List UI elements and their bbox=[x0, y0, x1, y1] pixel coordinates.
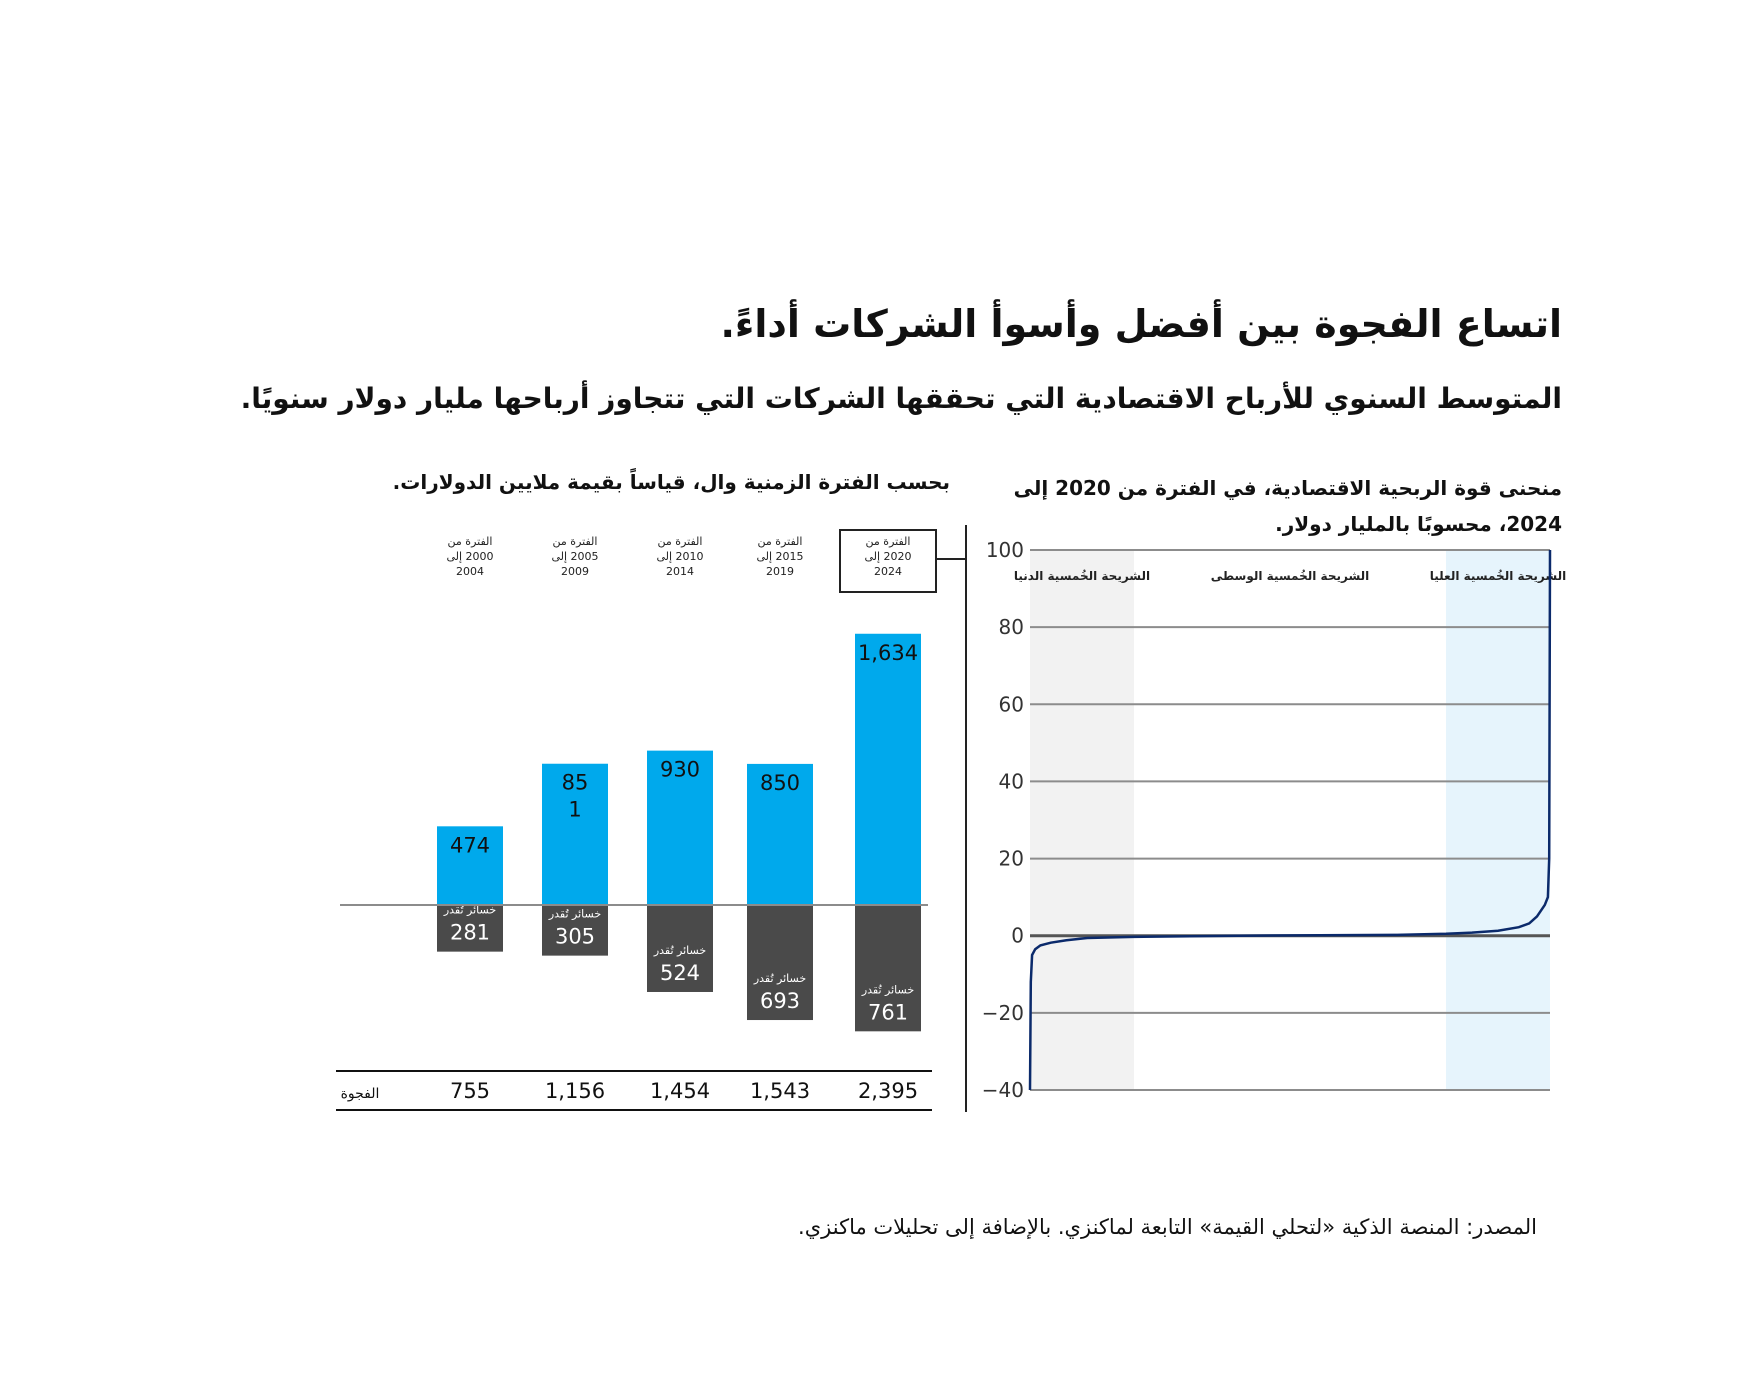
period-label: 2024 bbox=[874, 565, 902, 578]
gap-value: 1,543 bbox=[749, 1079, 811, 1103]
y-tick-label: −20 bbox=[981, 1000, 1024, 1025]
top-quintile-band bbox=[1446, 550, 1550, 1090]
gap-value: 2,395 bbox=[857, 1079, 919, 1103]
period-label: 2019 bbox=[766, 565, 794, 578]
positive-bar-label: 850 bbox=[759, 770, 801, 795]
profit-curve-chart bbox=[960, 540, 1570, 1120]
period-bar-chart bbox=[330, 525, 970, 1125]
gap-value: 1,156 bbox=[544, 1079, 606, 1103]
period-label: الفترة من bbox=[757, 535, 803, 548]
positive-bar-label: 930 bbox=[659, 757, 701, 782]
period-label: الفترة من bbox=[447, 535, 493, 548]
period-label: 2004 bbox=[456, 565, 484, 578]
period-label: 2014 bbox=[666, 565, 694, 578]
y-tick-label: 0 bbox=[1011, 923, 1024, 948]
y-tick-label: 40 bbox=[998, 769, 1024, 794]
bottom-quintile-band bbox=[1030, 550, 1134, 1090]
page-subtitle: المتوسط السنوي للأرباح الاقتصادية التي تحققها الشركات التي تتجاوز أرباحها مليار دولار سنويًا. bbox=[240, 382, 1562, 415]
positive-bar-label: 1 bbox=[568, 797, 582, 822]
period-label: 2000 إلى bbox=[446, 550, 494, 563]
gap-value: 755 bbox=[449, 1079, 491, 1103]
period-label: 2005 إلى bbox=[551, 550, 599, 563]
period-label: الفترة من bbox=[657, 535, 703, 548]
loss-caption: خسائر تُقدر bbox=[548, 907, 602, 921]
band-label-top: الشريحة الخُمسية العليا bbox=[1429, 569, 1567, 583]
period-label: الفترة من bbox=[865, 535, 911, 548]
gap-label: الفجوة bbox=[340, 1086, 380, 1102]
loss-caption: خسائر تُقدر bbox=[753, 972, 807, 986]
band-label-bottom: الشريحة الخُمسية الدنيا bbox=[1013, 569, 1151, 583]
period-label: 2015 إلى bbox=[756, 550, 804, 563]
negative-bar-label: 693 bbox=[759, 989, 801, 1014]
y-tick-label: 100 bbox=[985, 540, 1024, 562]
loss-caption: خسائر تُقدر bbox=[653, 943, 707, 957]
page-title: اتساع الفجوة بين أفضل وأسوأ الشركات أداءً. bbox=[720, 302, 1562, 346]
positive-bar bbox=[855, 634, 921, 905]
gap-value: 1,454 bbox=[649, 1079, 711, 1103]
band-label-middle: الشريحة الخُمسية الوسطى bbox=[1210, 569, 1370, 583]
y-tick-label: 20 bbox=[998, 846, 1024, 871]
loss-caption: خسائر تُقدر bbox=[443, 903, 497, 917]
period-label: 2020 إلى bbox=[864, 550, 912, 563]
negative-bar-label: 281 bbox=[449, 920, 491, 945]
y-tick-label: −40 bbox=[981, 1078, 1024, 1102]
negative-bar-label: 305 bbox=[554, 924, 596, 949]
period-label: 2009 bbox=[561, 565, 589, 578]
source-note: المصدر: المنصة الذكية «لتحلي القيمة» التابعة لماكنزي. بالإضافة إلى تحليلات ماكنزي. bbox=[798, 1215, 1537, 1239]
y-tick-label: 60 bbox=[998, 692, 1024, 717]
positive-bar-label: 1,634 bbox=[857, 640, 919, 665]
negative-bar-label: 524 bbox=[659, 960, 701, 985]
negative-bar-label: 761 bbox=[867, 1000, 909, 1025]
loss-caption: خسائر تُقدر bbox=[861, 983, 915, 997]
profit-curve-caption: منحنى قوة الربحية الاقتصادية، في الفترة من 2020 إلى 2024، محسوبًا بالمليار دولار. bbox=[1013, 476, 1562, 536]
positive-bar-label: 474 bbox=[449, 833, 491, 858]
period-label: 2010 إلى bbox=[656, 550, 704, 563]
positive-bar-label: 85 bbox=[561, 770, 589, 795]
y-tick-label: 80 bbox=[998, 615, 1024, 640]
period-label: الفترة من bbox=[552, 535, 598, 548]
bar-chart-caption: بحسب الفترة الزمنية وال، قياساً بقيمة ملايين الدولارات. bbox=[392, 470, 950, 494]
